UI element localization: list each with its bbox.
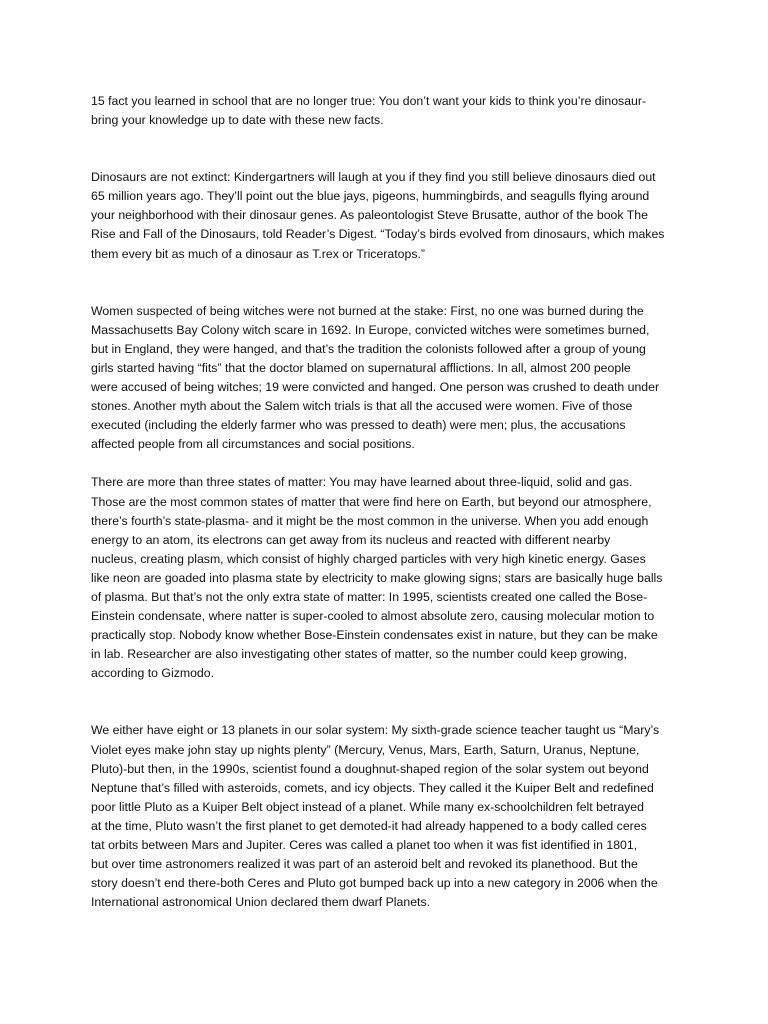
dinosaurs-paragraph: Dinosaurs are not extinct: Kindergartners will laugh at you if they find you still believe dinosaurs died out 65 million years ago. They’ll point out the blue jays, pigeons, hummingbirds, and seagulls flying around your neighborhood with their dinosaur genes. As paleontologist Steve Brusatte, author of the book The Rise and Fall of the Dinosaurs, told Reader’s Digest. “Today’s birds evolved from dinosaurs, which makes them every bit as much of a dinosaur as T.rex or Triceratops.” bbox=[91, 170, 665, 261]
witches-paragraph: Women suspected of being witches were not burned at the stake: First, no one was burned during the Massachusetts Bay Colony witch scare in 1692. In Europe, convicted witches were sometimes burned, but in England, they were hanged, and that’s the tradition the colonists followed after a group of young girls started having “fits” that the doctor blamed on supernatural afflictions. In all, almost 200 people were accused of being witches; 19 were convicted and hanged. One person was crushed to death under stones. Another myth about the Salem witch trials is that all the accused were women. Five of those executed (including the elderly farmer who was pressed to death) were men; plus, the accusations affected people from all circumstances and social positions. bbox=[91, 303, 660, 452]
planets-paragraph: We either have eight or 13 planets in our solar system: My sixth-grade science teacher taught us “Mary’s Violet eyes make john stay up nights plenty” (Mercury, Venus, Mars, Earth, Saturn, Uranus, Neptune, Pluto)-but then, in the 1990s, scientist found a doughnut-shaped region of the solar system out beyond Neptune that’s filled with asteroids, comets, and icy objects. They called it the Kuiper Belt and redefined poor little Pluto as a Kuiper Belt object instead of a planet. While many ex-schoolchildren felt betrayed at the time, Pluto wasn’t the first planet to get demoted-it had already happened to a body called ceres tat orbits between Mars and Jupiter. Ceres was called a planet too when it was fist identified in 1801, but over time astronomers realized it was part of an asteroid belt and revoked its planethood. But the story doesn’t end there-both Ceres and Pluto got bumped back up into a new category in 2006 when the International astronomical Union declared them dwarf Planets. bbox=[91, 723, 660, 910]
intro-paragraph: 15 fact you learned in school that are no longer true: You don’t want your kids to think you’re dinosaur- bring your knowledge up to date with these new facts. bbox=[91, 94, 647, 128]
document-page bbox=[91, 92, 681, 912]
states-of-matter-paragraph: There are more than three states of matter: You may have learned about three-liquid, solid and gas. Those are the most common states of matter that were find here on Earth, but beyond our atmosphere, there’s fourth’s state-plasma- and it might be the most common in the universe. When you add enough energy to an atom, its electrons can get away from its nucleus and reacted with different nearby nucleus, creating plasm, which consist of highly charged particles with very high kinetic energy. Gases like neon are goaded into plasma state by electricity to make glowing signs; stars are basically huge balls of plasma. But that’s not the only extra state of matter: In 1995, scientists created one called the Bose- Einstein condensate, where natter is super-cooled to almost absolute zero, causing molecular motion to practically stop. Nobody know whether Bose-Einstein condensates exist in nature, but they can be make in lab. Researcher are also investigating other states of matter, so the number could keep growing, according to Gizmodo. bbox=[91, 475, 663, 681]
